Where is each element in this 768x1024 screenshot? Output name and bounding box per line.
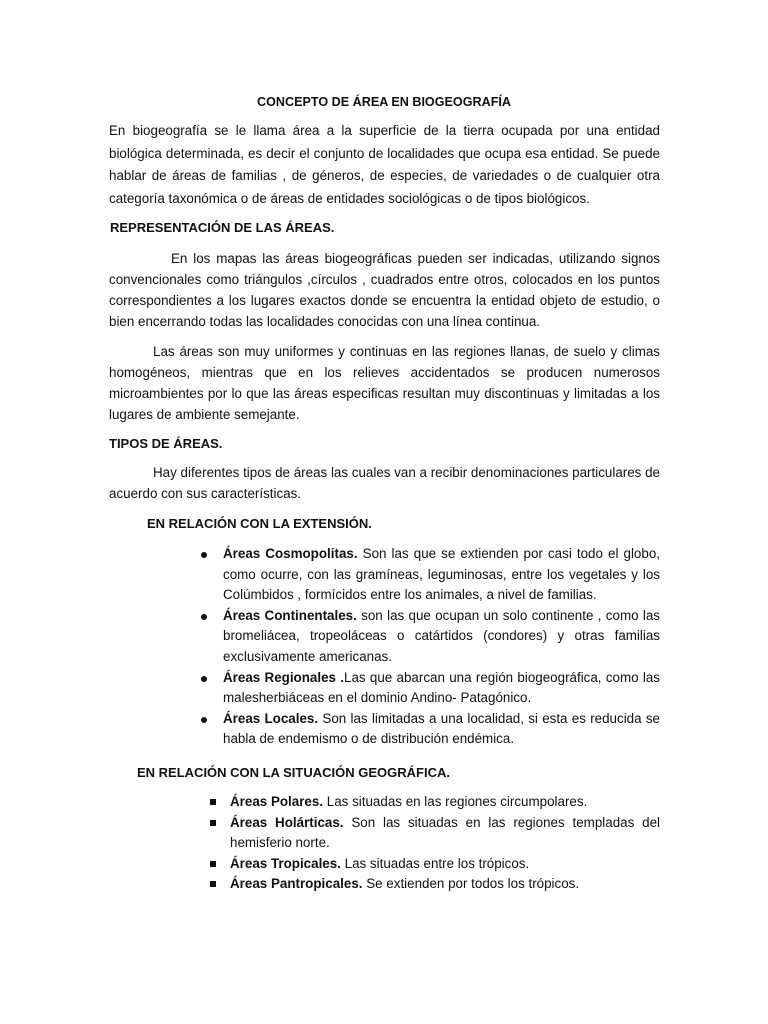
list-item [230,813,660,854]
description: Las que abarcan una región biogeográfica, como las malesherbiáceas en el dominio Andino- Patagónico. [223,669,660,706]
square-bullet-icon [210,799,216,805]
term: Áreas Tropicales. [230,855,341,871]
list-item [223,606,660,668]
list-item [230,874,660,895]
description: Son las limitadas a una localidad, si esta es reducida se habla de endemismo o de distribución endémica. [223,710,660,747]
description: Las situadas entre los trópicos. [340,855,530,871]
square-bullet-icon [210,820,216,826]
term: Áreas Continentales. [223,607,357,623]
intro-paragraph: En biogeografía se le llama área a la superficie de la tierra ocupada por una entidad biológica determinada, es decir el conjunto de localidades que ocupa esa entidad. Se puede hablar de áreas de familias , de géneros, de especies, de variedades o de cualquier otra categoría taxonómica o de áreas de entidades sociológicas o de tipos biológicos. [109,123,660,206]
paragraph-mapas: En los mapas las áreas biogeográficas pueden ser indicadas, utilizando signos convencionales como triángulos ,círculos , cuadrados entre otros, colocados en los puntos correspondientes a los lugares exactos donde se encuentra la entidad objeto de estudio, o bien encerrando todas las localidades conocidas con una línea continua. [109,251,660,329]
term: Áreas Polares. [230,794,324,809]
description: Se extienden por todos los trópicos. [362,876,580,892]
document-title: CONCEPTO DE ÁREA EN BIOGEOGRAFÍA [257,95,511,109]
list-item [223,544,660,606]
bullet-icon [201,676,207,682]
list-item [223,668,660,709]
square-bullet-icon [210,881,216,887]
heading-situacion: EN RELACIÓN CON LA SITUACIÓN GEOGRÁFICA. [137,765,450,780]
term: Áreas Holárticas. [230,814,344,830]
extension-list [223,544,660,750]
list-item [230,792,660,813]
description: Son las que se extienden por casi todo el globo, como ocurre, con las gramíneas, leguminosas, entre los vegetales y los Colúmbidos , formícidos entre los animales, a nivel de familias. [223,546,660,603]
heading-representacion: REPRESENTACIÓN DE LAS ÁREAS. [110,220,335,235]
situacion-list [230,792,660,895]
square-bullet-icon [210,861,216,867]
paragraph-tipos: Hay diferentes tipos de áreas las cuales van a recibir denominaciones particulares de acuerdo con sus características. [109,465,660,501]
paragraph-uniformes: Las áreas son muy uniformes y continuas en las regiones llanas, de suelo y climas homogéneos, mientras que en los relieves accidentados se producen numerosos microambientes por lo que las áreas especificas resultan muy discontinuas y limitadas a los lugares de ambiente semejante. [109,344,660,422]
term: Áreas Cosmopolitas. [223,546,358,561]
list-item [230,854,660,875]
heading-tipos: TIPOS DE ÁREAS. [109,436,223,451]
term: Áreas Regionales . [223,669,344,685]
bullet-icon [201,552,207,558]
description: Las situadas en las regiones circumpolares. [323,794,588,809]
description: son las que ocupan un solo continente , como las bromeliácea, tropeoláceas o catártidos (condores) y otras familias exclusivamente americanas. [223,607,660,664]
list-item [223,709,660,750]
term: Áreas Locales. [223,710,319,726]
term: Áreas Pantropicales. [230,876,363,892]
bullet-icon [201,614,207,620]
description: Son las situadas en las regiones templadas del hemisferio norte. [230,814,660,851]
heading-extension: EN RELACIÓN CON LA EXTENSIÓN. [147,516,372,531]
bullet-icon [201,717,207,723]
